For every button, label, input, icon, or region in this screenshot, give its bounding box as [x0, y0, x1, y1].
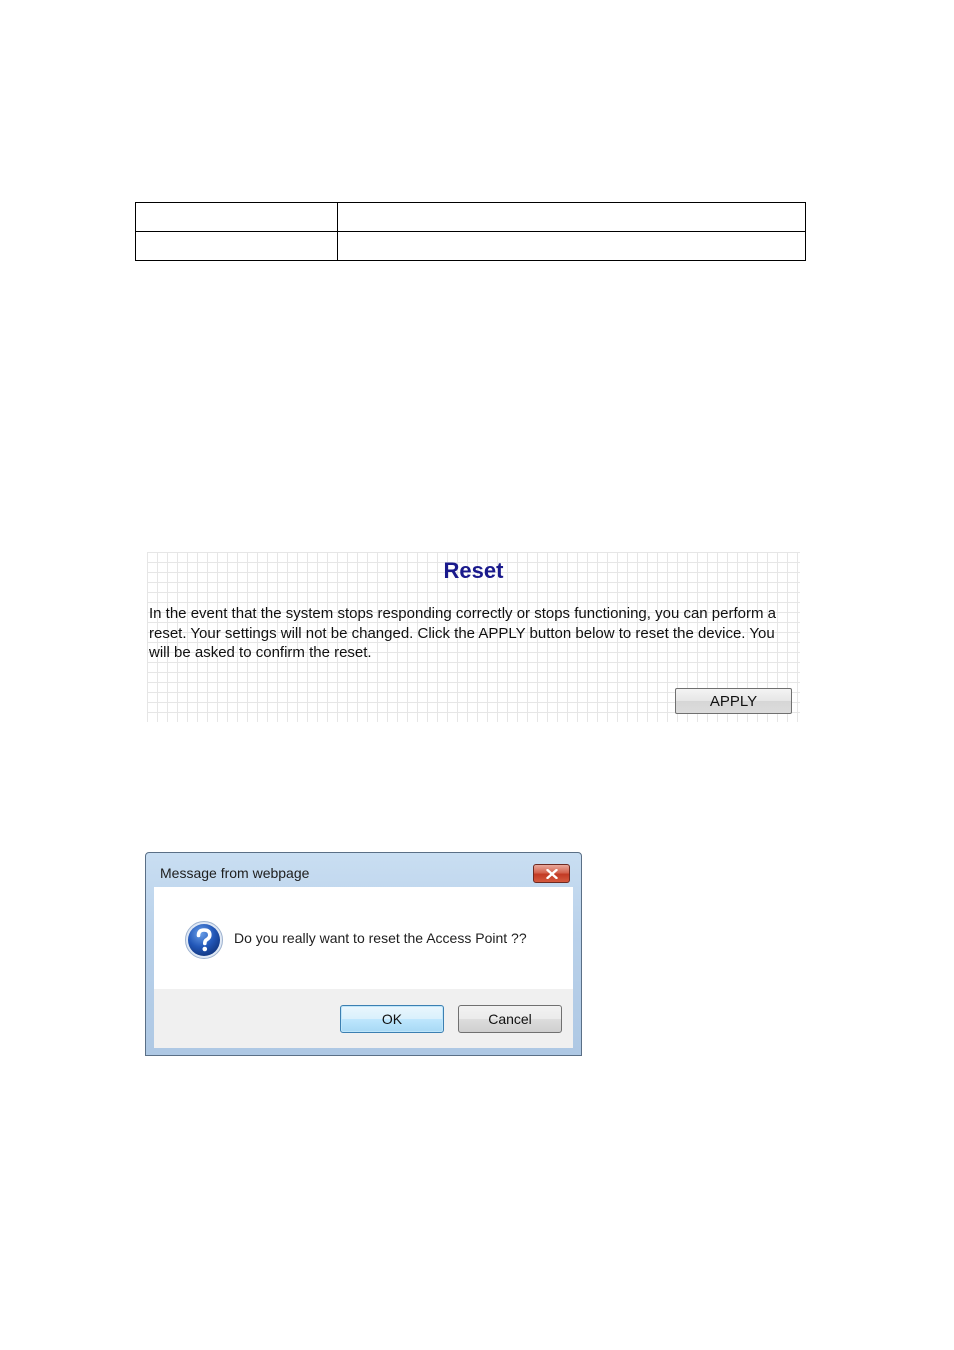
ok-button[interactable]: OK — [340, 1005, 444, 1033]
table-cell — [338, 232, 806, 261]
table-cell — [136, 203, 338, 232]
table-row — [136, 203, 806, 232]
reset-title: Reset — [443, 558, 504, 583]
reset-panel — [147, 552, 800, 722]
reset-description: In the event that the system stops responding correctly or stops functioning, you can perform a reset. Your settings will not be changed. Click the APPLY button below to reset the device. You will be asked to confirm the reset. — [149, 605, 776, 661]
confirm-dialog — [145, 852, 582, 1056]
cancel-button[interactable]: Cancel — [458, 1005, 562, 1033]
table-cell — [338, 203, 806, 232]
close-button[interactable] — [533, 864, 570, 883]
empty-table — [135, 202, 806, 261]
table-row — [136, 232, 806, 261]
dialog-body — [154, 887, 573, 989]
dialog-footer — [154, 989, 573, 1048]
table-cell — [136, 232, 338, 261]
close-icon — [546, 869, 558, 879]
dialog-title: Message from webpage — [160, 865, 310, 881]
apply-button[interactable]: APPLY — [675, 688, 792, 714]
dialog-message: Do you really want to reset the Access Point ?? — [234, 930, 527, 946]
question-icon — [184, 920, 224, 960]
